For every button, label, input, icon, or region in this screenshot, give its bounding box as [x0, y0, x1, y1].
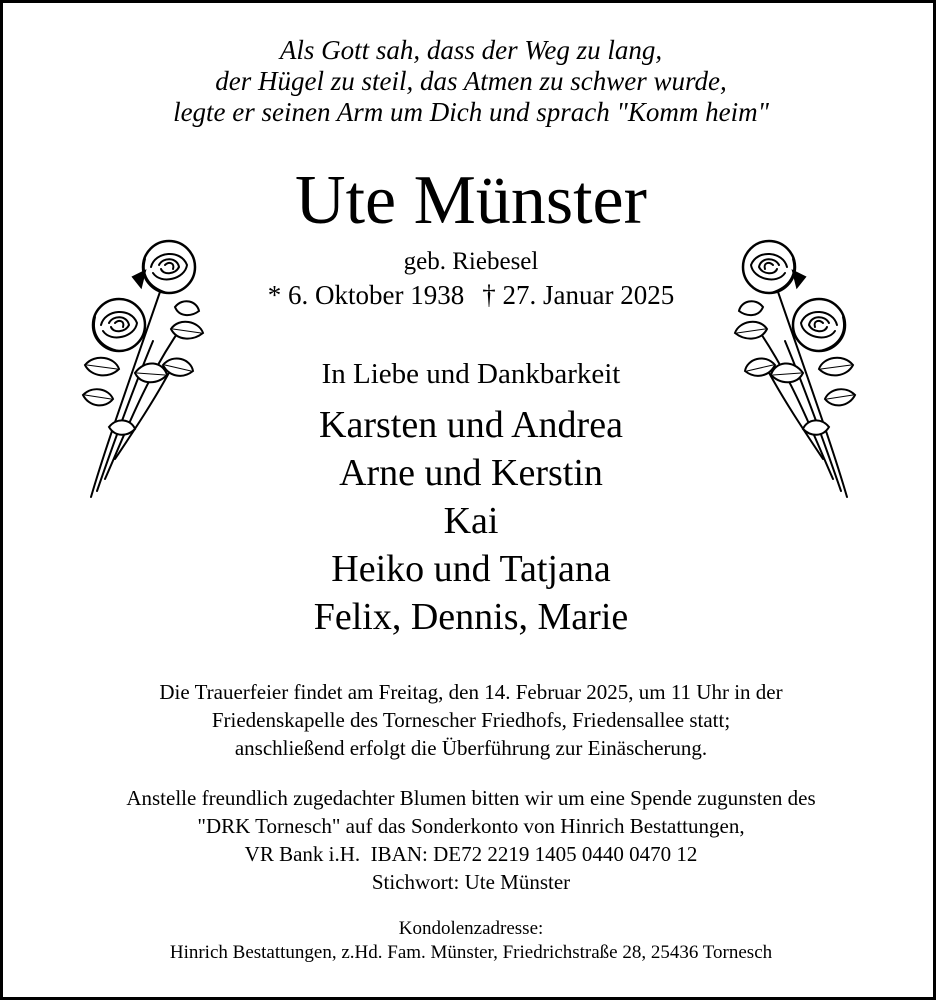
condolence-label: Kondolenzadresse: [398, 918, 544, 939]
death-date: † 27. Januar 2025 [482, 280, 675, 310]
donation-info [3, 784, 936, 896]
poem-line: der Hügel zu steil, das Atmen zu schwer wurde, [215, 66, 727, 96]
maiden-name: geb. Riebesel [403, 248, 539, 275]
service-line: anschließend erfolgt die Überführung zur Einäscherung. [234, 736, 708, 760]
donation-line: Stichwort: Ute Münster [371, 870, 571, 894]
poem-line: Als Gott sah, dass der Weg zu lang, [279, 35, 663, 65]
mourner-line: Kai [443, 500, 499, 542]
service-line: Friedenskapelle des Tornescher Friedhofs, Friedensallee statt; [211, 708, 731, 732]
poem-line: legte er seinen Arm um Dich und sprach "Komm heim" [173, 97, 769, 127]
mourners-list [3, 401, 936, 641]
deceased-name: Ute Münster [295, 162, 647, 239]
donation-line: VR Bank i.H. IBAN: DE72 2219 1405 0440 0470 12 [244, 842, 698, 866]
poem [3, 35, 936, 128]
funeral-service-info [3, 678, 936, 762]
donation-line: Anstelle freundlich zugedachter Blumen bitten wir um eine Spende zugunsten des [126, 786, 816, 810]
mourner-line: Arne und Kerstin [339, 452, 603, 494]
condolence-address-line: Hinrich Bestattungen, z.Hd. Fam. Münster, Friedrichstraße 28, 25436 Tornesch [169, 942, 773, 963]
mourner-line: Karsten und Andrea [319, 404, 623, 446]
donation-line: "DRK Tornesch" auf das Sonderkonto von Hinrich Bestattungen, [197, 814, 745, 838]
life-dates [3, 280, 936, 310]
mourner-line: Heiko und Tatjana [331, 548, 611, 590]
birth-date: * 6. Oktober 1938 [267, 280, 465, 310]
condolence-address [3, 917, 936, 965]
mourner-line: Felix, Dennis, Marie [313, 596, 629, 638]
service-line: Die Trauerfeier findet am Freitag, den 14. Februar 2025, um 11 Uhr in der [159, 680, 783, 704]
dedication: In Liebe und Dankbarkeit [321, 358, 621, 390]
